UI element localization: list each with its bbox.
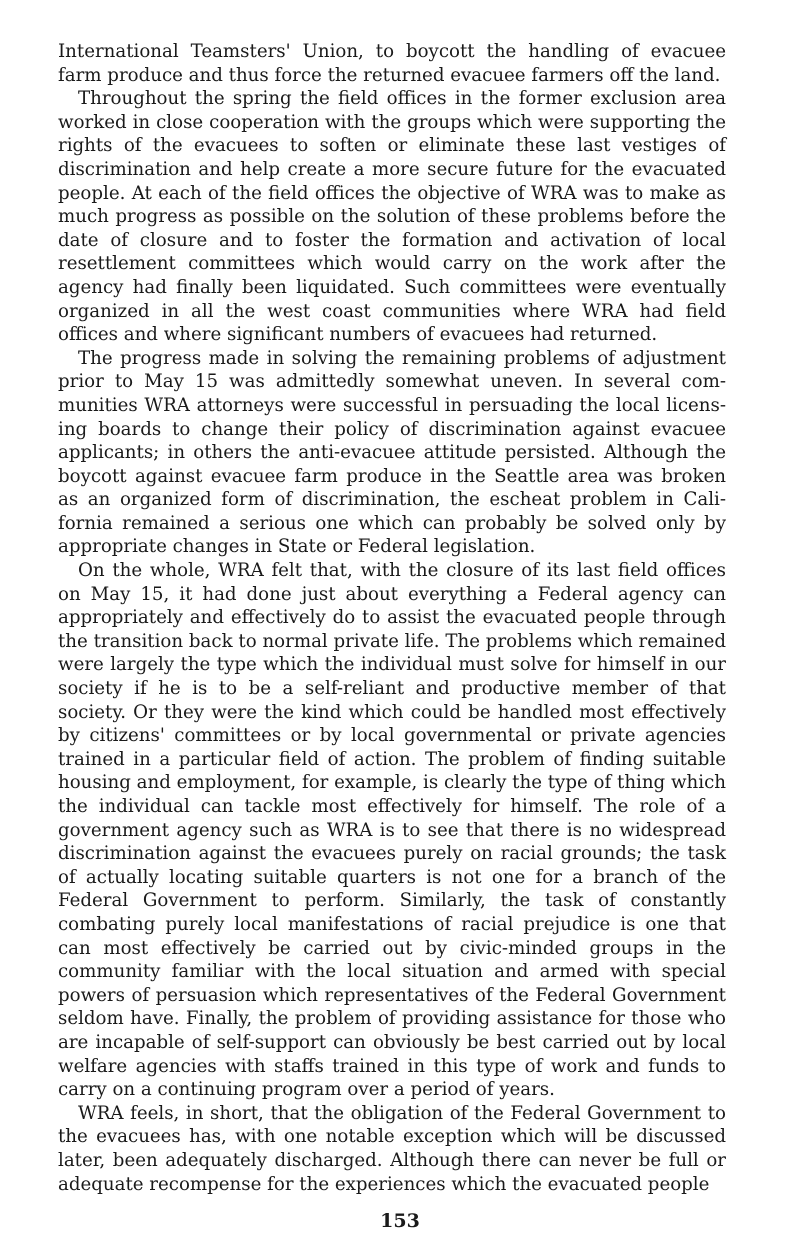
page-number: 153 [380, 1210, 420, 1232]
paragraph-progress: The progress made in solving the remaining problems of adjustment prior to May 15 was admittedly somewhat uneven. In several communities WRA attorneys were successful in persuading the local licensing boards to change their policy of discrimination against evacuee applicants; in others the anti-evacuee attitude persisted. Although the boycott against evacuee farm produce in the Seattle area was broken as an organized form of discrimination, the escheat problem in California remained a serious one which can probably be solved only by appropriate changes in State or Federal legislation. [58, 347, 726, 558]
paragraph-field-offices: Throughout the spring the field offices in the former exclusion area worked in close cooperation with the groups which were supporting the rights of the evacuees to soften or eliminate these last vestiges of discrimination and help create a more secure future for the evacuated people. At each of the field offices the objective of WRA was to make as much progress as possible on the solution of these problems before the date of closure and to foster the formation and activation of local resettlement committees which would carry on the work after the agency had finally been liquidated. Such committees were eventually organized in all the west coast communities where WRA had field offices and where significant numbers of evacuees had returned. [58, 88, 726, 346]
paragraph-continued: International Teamsters' Union, to boycott the handling of evacuee farm produce and thus force the returned evacuee farmers off the land. [58, 41, 726, 86]
page-body [58, 40, 726, 1196]
paragraph-on-the-whole: On the whole, WRA felt that, with the closure of its last field offices on May 15, it had done just about everything a Federal agency can appropriately and effectively do to assist the evacuated people through the transition back to normal private life. The problems which remained were largely the type which the individual must solve for himself in our society if he is to be a self-reliant and productive member of that society. Or they were the kind which could be handled most effectively by citizens' committees or by local governmental or private agencies trained in a particular field of action. The problem of finding suitable housing and employment, for example, is clearly the type of thing which the individual can tackle most effectively for himself. The role of a government agency such as WRA is to see that there is no widespread discrimination against the evacuees purely on racial grounds; the task of actually locating suitable quarters is not one for a branch of the Federal Government to perform. Similarly, the task of constantly combating purely local manifestations of racial prejudice is one that can most effectively be carried out by civic-minded groups in the community familiar with the local situation and armed with special powers of persuasion which representatives of the Federal Government seldom have. Finally, the problem of providing assistance for those who are incapable of self-support can obviously be best carried out by local welfare agencies with staffs trained in this type of work and funds to carry on a continuing program over a period of years. [58, 560, 726, 1101]
paragraph-wra-feels: WRA feels, in short, that the obligation of the Federal Government to the evacuees has, with one notable exception which will be discussed later, been adequately discharged. Although there can never be full or adequate recompense for the experiences which the evacuated people [58, 1102, 726, 1195]
